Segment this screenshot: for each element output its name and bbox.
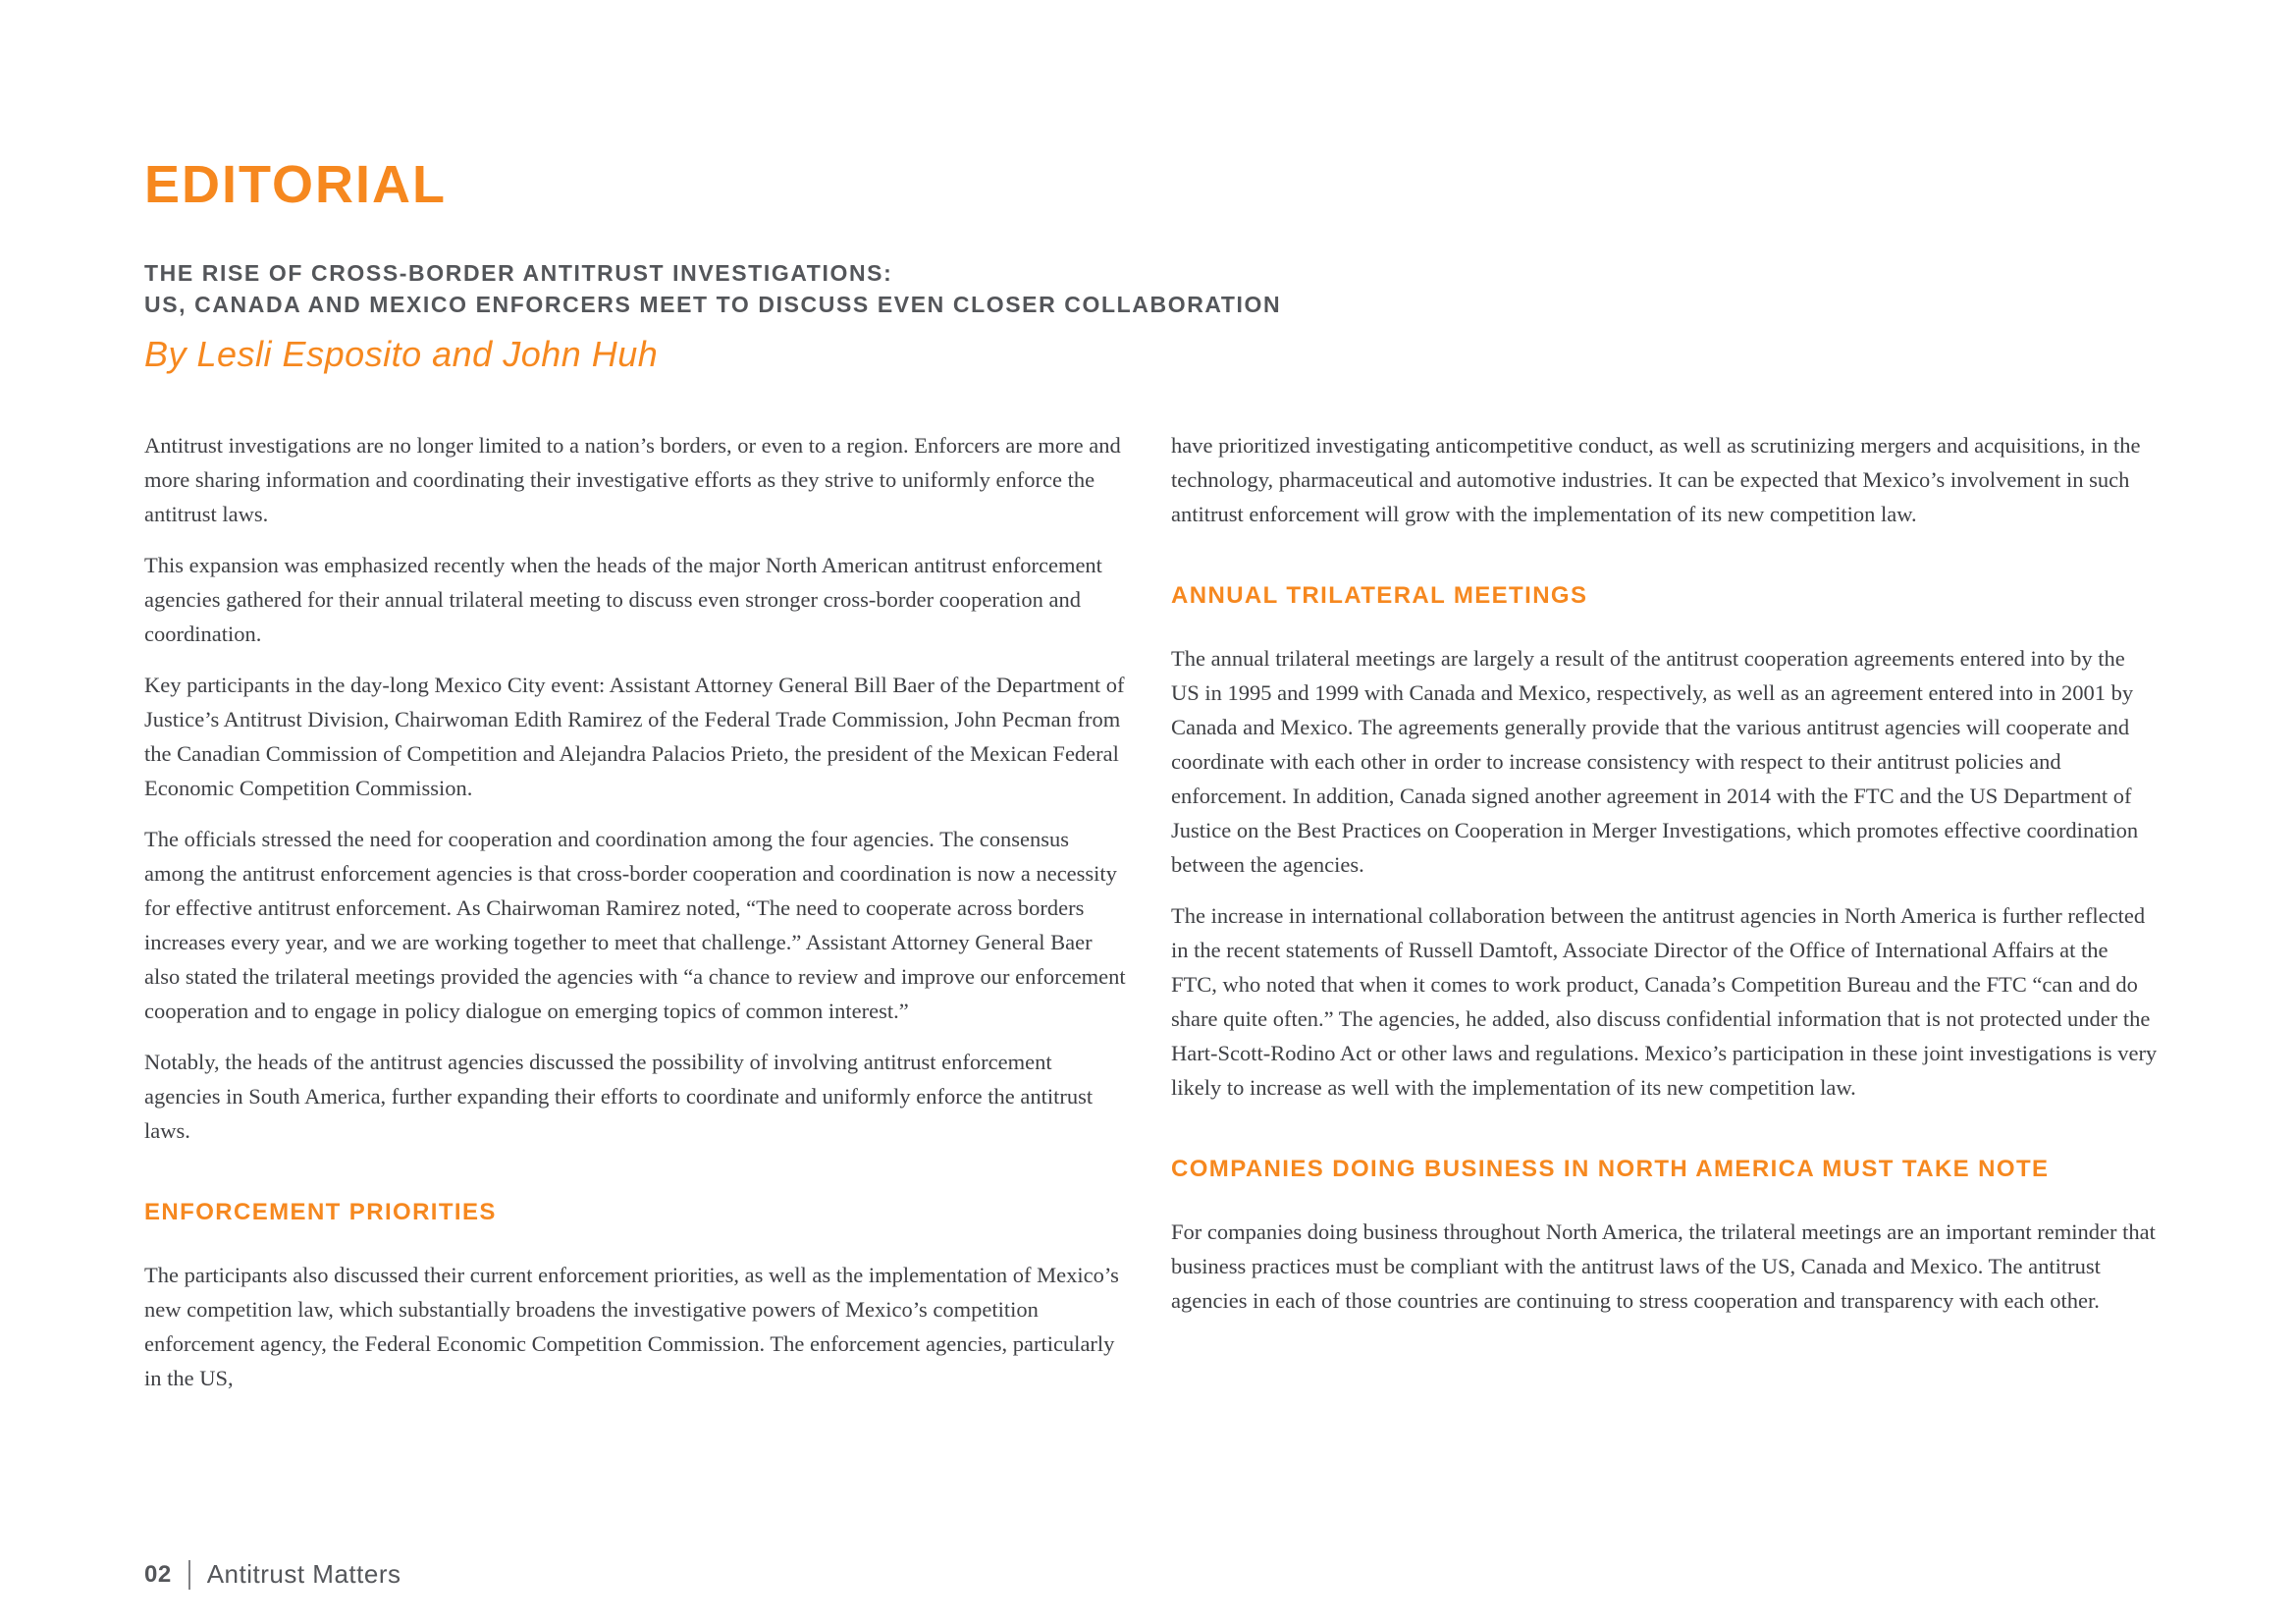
column-right (1171, 428, 2159, 1412)
article-body (144, 428, 2163, 1412)
publication-name: Antitrust Matters (206, 1559, 401, 1589)
section-heading-enforcement-priorities: ENFORCEMENT PRIORITIES (144, 1199, 497, 1225)
section-heading-annual-trilateral-meetings: ANNUAL TRILATERAL MEETINGS (1171, 582, 1588, 609)
paragraph: Antitrust investigations are no longer limited to a nation’s borders, or even to a region. Enforcers are more and more sharing information and coordinating their investigative efforts as they strive to uniformly enforce the antitrust laws. (144, 433, 1121, 526)
article-title (144, 257, 2163, 320)
article-title-line-1: THE RISE OF CROSS-BORDER ANTITRUST INVESTIGATIONS: (144, 260, 893, 286)
footer-divider (188, 1560, 190, 1590)
article-title-line-2: US, CANADA AND MEXICO ENFORCERS MEET TO DISCUSS EVEN CLOSER COLLABORATION (144, 292, 1282, 317)
paragraph: The annual trilateral meetings are largely a result of the antitrust cooperation agreements entered into by the US in 1995 and 1999 with Canada and Mexico, respectively, as well as an agreement entered into in 2001 by Canada and Mexico. The agreements generally provide that the various antitrust agencies will cooperate and coordinate with each other in order to increase consistency with respect to their antitrust policies and enforcement. In addition, Canada signed another agreement in 2014 with the FTC and the US Department of Justice on the Best Practices on Cooperation in Merger Investigations, which promotes effective coordination between the agencies. (1171, 646, 2139, 877)
paragraph: Key participants in the day-long Mexico City event: Assistant Attorney General Bill Baer of the Department of Justice’s Antitrust Division, Chairwoman Edith Ramirez of the Federal Trade Commission, John Pecman from the Canadian Commission of Competition and Alejandra Palacios Prieto, the president of the Mexican Federal Economic Competition Commission. (144, 673, 1125, 800)
section-kicker: EDITORIAL (144, 155, 448, 214)
column-left (144, 428, 1132, 1412)
paragraph: Notably, the heads of the antitrust agencies discussed the possibility of involving antitrust enforcement agencies in South America, further expanding their efforts to coordinate and uniformly enforce the antitrust laws. (144, 1050, 1094, 1143)
section-heading-companies-take-note: COMPANIES DOING BUSINESS IN NORTH AMERICA MUST TAKE NOTE (1171, 1156, 2050, 1182)
paragraph: For companies doing business throughout North America, the trilateral meetings are an important reminder that business practices must be compliant with the antitrust laws of the US, Canada and Mexico. The antitrust agencies in each of those countries are continuing to stress cooperation and transparency with each other. (1171, 1219, 2156, 1313)
byline: By Lesli Esposito and John Huh (144, 334, 659, 374)
paragraph: The increase in international collaboration between the antitrust agencies in North America is further reflected in the recent statements of Russell Damtoft, Associate Director of the Office of International Affairs at the FTC, who noted that when it comes to work product, Canada’s Competition Bureau and the FTC “can and do share quite often.” The agencies, he added, also discuss confidential information that is not protected under the Hart-Scott-Rodino Act or other laws and regulations. Mexico’s participation in these joint investigations is very likely to increase as well with the implementation of its new competition law. (1171, 903, 2158, 1100)
paragraph: The officials stressed the need for cooperation and coordination among the four agencies. The consensus among the antitrust enforcement agencies is that cross-border cooperation and coordination is now a necessity for effective antitrust enforcement. As Chairwoman Ramirez noted, “The need to cooperate across borders increases every year, and we are working together to meet that challenge.” Assistant Attorney General Baer also stated the trilateral meetings provided the agencies with “a chance to review and improve our enforcement cooperation and to engage in policy dialogue on emerging topics of common interest.” (144, 827, 1126, 1023)
page-number: 02 (144, 1560, 172, 1588)
page-footer (144, 1559, 400, 1590)
paragraph: The participants also discussed their current enforcement priorities, as well as the implementation of Mexico’s new competition law, which substantially broadens the investigative powers of Mexico’s competition enforcement agency, the Federal Economic Competition Commission. The enforcement agencies, particularly in the US, (144, 1263, 1119, 1390)
paragraph: This expansion was emphasized recently when the heads of the major North American antitrust enforcement agencies gathered for their annual trilateral meeting to discuss even stronger cross-border cooperation and coordination. (144, 553, 1102, 646)
paragraph: have prioritized investigating anticompetitive conduct, as well as scrutinizing mergers and acquisitions, in the technology, pharmaceutical and automotive industries. It can be expected that Mexico’s involvement in such antitrust enforcement will grow with the implementation of its new competition law. (1171, 433, 2141, 526)
